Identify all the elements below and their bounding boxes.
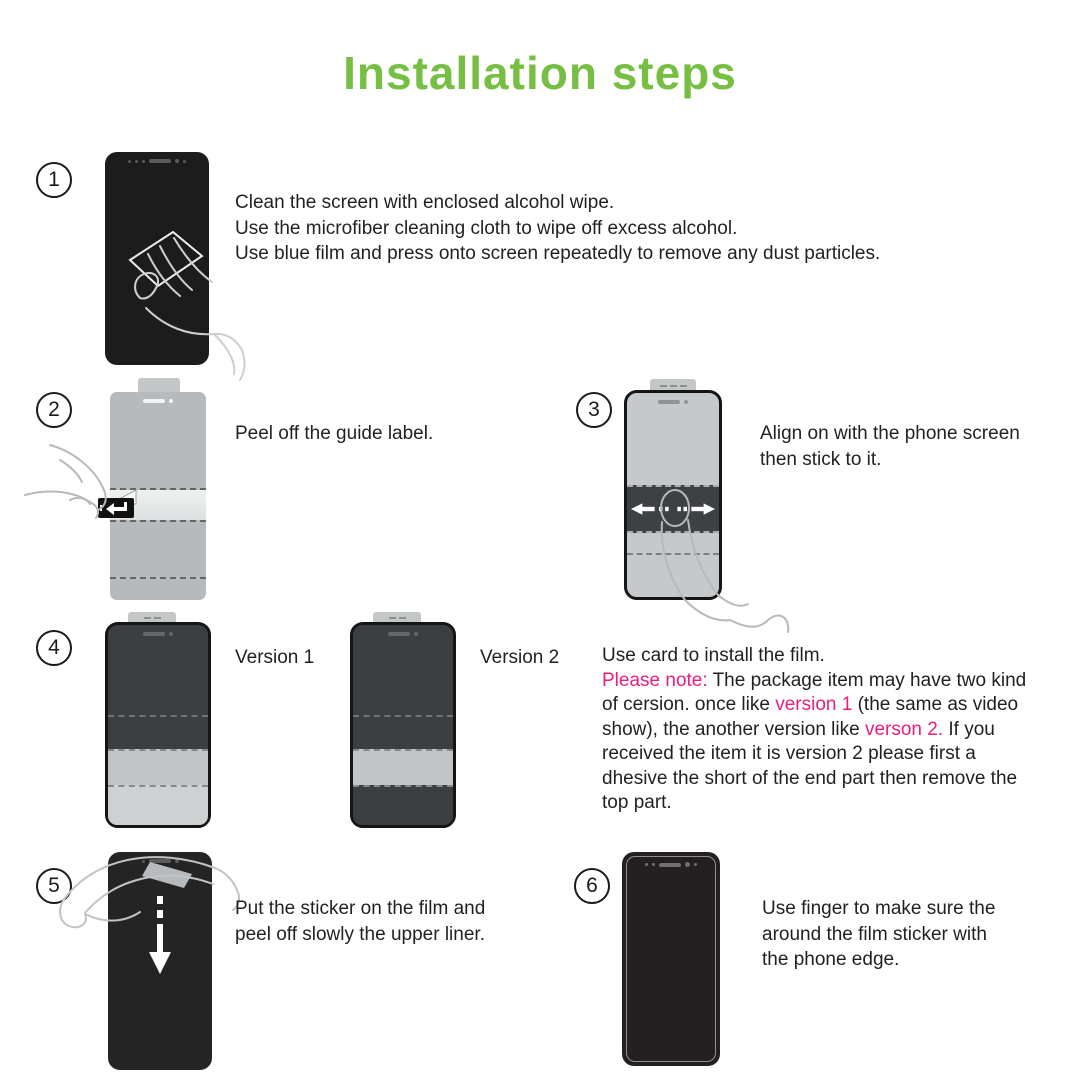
step-1-line-2: Use the microfiber cleaning cloth to wipe off excess alcohol.: [235, 217, 738, 239]
step-2-badge: [36, 392, 72, 428]
version-2-label: Version 2: [480, 647, 560, 668]
phone-speaker-camera: [622, 862, 720, 867]
step-5-line-2: peel off slowly the upper liner.: [235, 923, 485, 945]
phone-illustration-version2: [350, 622, 456, 828]
step-1-line-1: Clean the screen with enclosed alcohol wipe.: [235, 192, 615, 213]
light-band-v2: [353, 749, 453, 787]
peeling-liner-icon: [55, 838, 245, 948]
hand-peel-icon: [20, 440, 130, 560]
step-4-text: [602, 644, 1040, 816]
hand-wipe-icon: [118, 212, 248, 372]
step-1-badge: [36, 162, 72, 198]
finger-press-icon: [640, 470, 800, 650]
step-3-line-1: Align on with the phone screen: [760, 423, 1020, 444]
step-6-badge: [574, 868, 610, 904]
step-1-text: [235, 190, 880, 267]
phone-illustration-step6: [622, 852, 720, 1066]
bottom-section-v2: [353, 785, 453, 825]
phone-speaker-camera: [353, 632, 453, 636]
step-6-line-3: the phone edge.: [762, 949, 900, 970]
step-4-badge: [36, 630, 72, 666]
phone-speaker-camera: [105, 159, 209, 163]
light-band-v1: [108, 749, 208, 787]
step-3-number: 3: [588, 398, 600, 421]
step-3-badge: [576, 392, 612, 428]
step-6-text: [762, 896, 995, 973]
step-4-line-1: Use card to install the film.: [602, 645, 825, 666]
step-3-text: [760, 421, 1020, 472]
step-2-text: [235, 421, 433, 447]
step-6-line-1: Use finger to make sure the: [762, 898, 996, 919]
version-2-ref: verson 2.: [864, 718, 944, 740]
page-title: Installation steps: [343, 47, 737, 99]
bottom-section-v1: [108, 785, 208, 825]
step-2-line-1: Peel off the guide label.: [235, 423, 434, 444]
step-3-line-2: then stick to it.: [760, 448, 882, 470]
step-2-number: 2: [48, 398, 60, 421]
step-4-number: 4: [48, 636, 60, 659]
step-6-number: 6: [586, 874, 598, 897]
phone-illustration-version1: [105, 622, 211, 828]
step-4-note: Please note: The package item may have two kind of cersion. once like version 1 (the same as video show), the another version like verson 2. If you received the item it is version 2 please first a dhesive the short of the end part then remove the top part.: [602, 669, 1027, 813]
version-1-ref: version 1: [775, 694, 853, 715]
step-1-number: 1: [48, 168, 60, 191]
film-speaker-camera: [110, 399, 206, 403]
version-1-label: Version 1: [235, 647, 315, 668]
film-edge-outline: [626, 856, 716, 1062]
note-label: Please note:: [602, 669, 708, 691]
phone-speaker-camera: [627, 400, 719, 404]
step-5-line-1: Put the sticker on the film and: [235, 898, 486, 919]
step-5-number: 5: [48, 874, 60, 897]
phone-speaker-camera: [108, 632, 208, 636]
step-1-line-3: Use blue film and press onto screen repeatedly to remove any dust particles.: [235, 243, 881, 264]
step-5-text: [235, 896, 485, 947]
step-6-line-2: around the film sticker with: [762, 923, 987, 945]
